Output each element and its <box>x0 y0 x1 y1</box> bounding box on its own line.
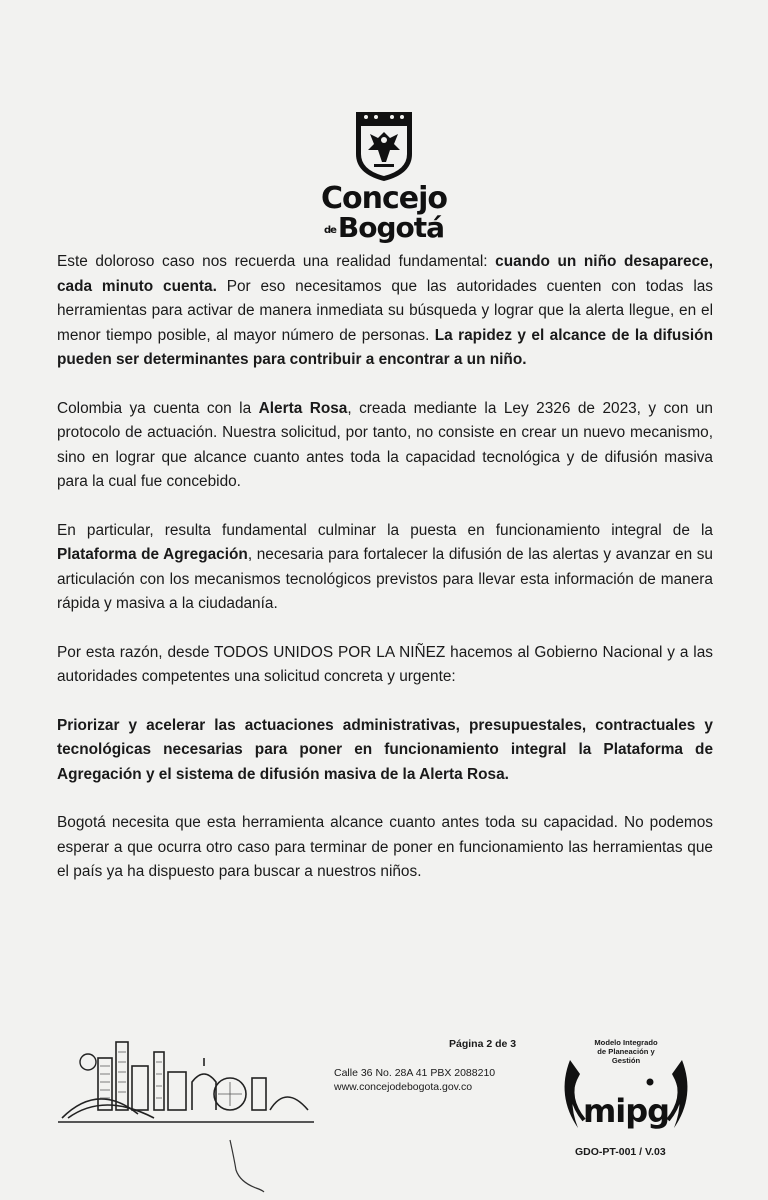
p5-bold: Priorizar y acelerar las actuaciones administrativas, presupuestales, contractuales y tecnológicas necesarias para poner en funcionamiento integral la Plataforma de Agregación y el sistema de difusión masiva de la Alerta Rosa. <box>57 716 713 783</box>
mipg-line-3: Gestión <box>611 1056 641 1065</box>
document-code: GDO-PT-001 / V.03 <box>575 1146 666 1158</box>
p3-text-c: , necesaria para fortalecer la difusión de las alertas y avanzar en su articulación con los mecanismos tecnológicos previstos para llevar esta información de manera rápida y masiva a la ciudadanía. <box>57 546 713 612</box>
p2-text-a: Colombia ya cuenta con la <box>57 399 259 417</box>
p1-text-c: Por eso necesitamos que las autoridades cuenten con todas las herramientas para activar de manera inmediata su búsqueda y lograr que la alerta llegue, en el menor tiempo posible, al mayor número de personas. <box>57 277 713 344</box>
p1-text-a: Este doloroso caso nos recuerda una realidad fundamental: <box>57 253 496 270</box>
address-line: Calle 36 No. 28A 41 PBX 2088210 <box>334 1067 496 1079</box>
org-name-line1: Concejo <box>320 181 447 216</box>
p3-text-a: En particular, resulta fundamental culminar la puesta en funcionamiento integral de la <box>57 521 713 539</box>
header-logo <box>0 112 768 242</box>
website-line: www.concejodebogota.gov.co <box>334 1081 473 1093</box>
paragraph-1 <box>57 250 713 373</box>
p3-bold-b: Plataforma de Agregación <box>57 546 248 563</box>
paragraph-3 <box>57 519 713 617</box>
coat-of-arms-icon <box>352 112 416 182</box>
p1-bold-d: La rapidez y el alcance de la difusión pueden ser determinantes para contribuir a encontrar a un niño. <box>57 326 713 368</box>
p1-bold-b: cuando un niño desaparece, cada minuto cuenta. <box>57 253 713 295</box>
mipg-line-1: Modelo Integrado <box>594 1038 658 1047</box>
mipg-badge-caption <box>556 1038 696 1065</box>
org-name-city: Bogotá <box>337 211 445 244</box>
p2-text-c: , creada mediante la Ley 2326 de 2023, y con un protocolo de actuación. Nuestra solicitud, por tanto, no consiste en crear un nuevo mecanismo, sino en lograr que alcance cuanto antes toda la capacidad tecnológica y de difusión masiva para la cual fue concebido. <box>57 399 713 490</box>
city-skyline-icon <box>58 1022 314 1128</box>
org-name-de: de <box>323 225 336 236</box>
mipg-logo-text: mipg <box>582 1092 670 1130</box>
letter-body <box>57 250 713 909</box>
paragraph-5 <box>57 714 713 788</box>
paragraph-6: Bogotá necesita que esta herramienta alcance cuanto antes toda su capacidad. No podemos esperar a que ocurra otro caso para terminar de poner en funcionamiento las herramientas que el país ya ha dispuesto para buscar a nuestros niños. <box>57 814 713 880</box>
p2-bold-b: Alerta Rosa <box>258 399 348 417</box>
footer-address <box>334 1066 495 1094</box>
org-name-line2 <box>0 211 768 244</box>
paragraph-2 <box>57 397 713 495</box>
org-wordmark <box>0 181 768 244</box>
pen-mark <box>226 1138 266 1194</box>
mipg-line-2: de Planeación y <box>597 1047 655 1056</box>
page-number: Página 2 de 3 <box>449 1038 517 1050</box>
paragraph-4: Por esta razón, desde TODOS UNIDOS POR LA NIÑEZ hacemos al Gobierno Nacional y a las autoridades competentes una solicitud concreta y urgente: <box>57 643 713 685</box>
